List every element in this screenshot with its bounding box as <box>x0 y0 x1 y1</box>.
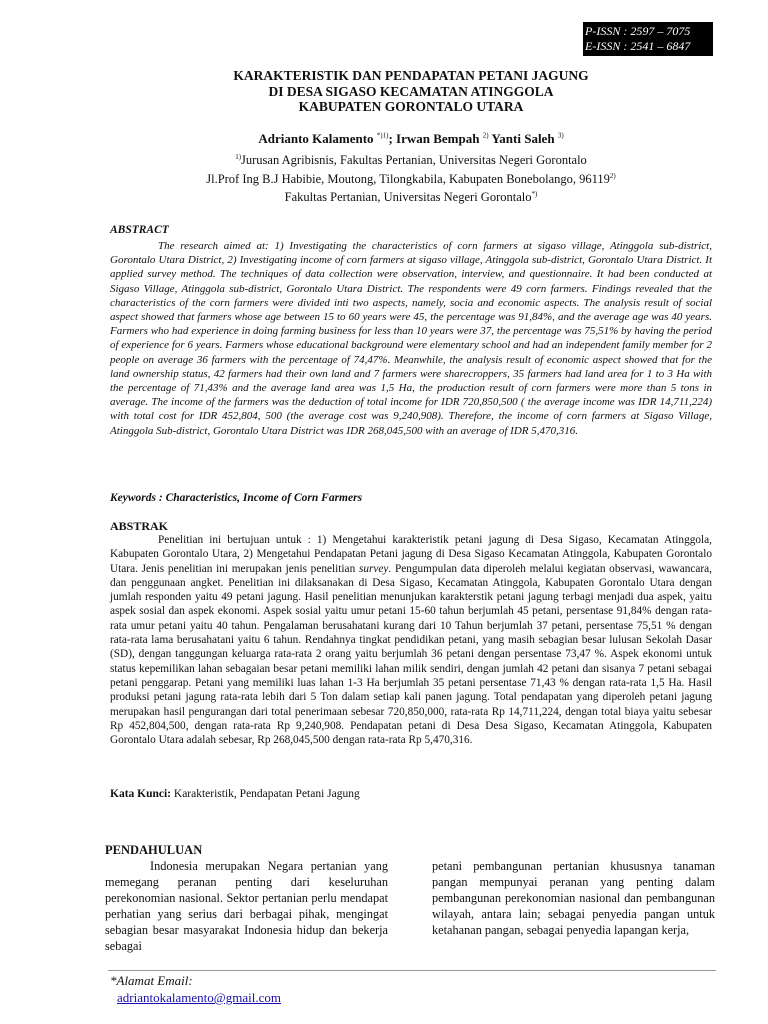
footnote-divider <box>108 970 716 971</box>
title-line-1: KARAKTERISTIK DAN PENDAPATAN PETANI JAGUNG <box>233 68 589 83</box>
author-email-link[interactable]: adriantokalamento@gmail.com <box>117 990 281 1005</box>
affiliation-line-1 <box>110 150 712 169</box>
affiliation-3-text: Fakultas Pertanian, Universitas Negeri Gorontalo <box>284 190 532 205</box>
abstract-heading: ABSTRACT <box>110 224 169 236</box>
abstract-english-text: The research aimed at: 1) Investigating the characteristics of corn farmers at sigaso village, Atinggola sub-district, Gorontalo Utara District, 2) Investigating income of corn farmers at sigaso village, Atinggola sub-district, Gorontalo Utara District. It applied survey method. The techniques of data collection were observation, interview, and questionnaire. It had been conducted at Sigaso Village, Atinggola sub-district, Gorontalo Utara District. The respondents were 49 corn farmers. Findings revealed that the characteristics of the corn farmers were divided inti two aspects, namely, socia and economic aspects. The analysis result of social aspect showed that farmers whose age between 15 to 60 years were 45, the percentage was 91,84%, and the average age was 40 years. Farmers who had experience in doing farming business for less than 10 years were 37, the percentage was 75,51% by having the period of experience for 6 years. Farmers whose educational background were elementary school and had an independent family member for 2 people on average 36 farmers with the percentage of 74,47%. Meanwhile, the analysis result of economic aspect showed that for the land ownership status, 42 farmers had their own land and 7 farmers were sharecroppers, 35 farmers had land area for 1 to 3 Ha with the percentage of 71,43% and the average land area was 1,5 Ha, the production result of corn farmers were more than 5 tons in average. The income of the farmers was the deduction of total income for IDR 720,850,500 ( the average income was IDR 14,711,224) with total cost for IDR 452,804, 500 (the average cost was 9,240,908). Therefore, the income of corn farmers at Sigaso Village, Atinggola Sub-district, Gorontalo Utara District was IDR 268,045,500 with an average of IDR 5,470,316. <box>110 240 712 437</box>
affiliation-2-text: Jl.Prof Ing B.J Habibie, Moutong, Tilongkabila, Kabupaten Bonebolango, 96119 <box>206 171 610 186</box>
author-3: Yanti Saleh <box>488 131 555 146</box>
affiliation-line-3 <box>110 187 712 206</box>
title-line-3: KABUPATEN GORONTALO UTARA <box>298 99 524 114</box>
keywords-english: Keywords : Characteristics, Income of Corn Farmers <box>110 492 363 504</box>
author-2-mark: 2) <box>482 131 489 140</box>
author-1-mark: *)1) <box>376 131 389 140</box>
author-2: ; Irwan Bempah <box>388 131 480 146</box>
issn-box <box>583 22 713 56</box>
affiliation-1-text: Jurusan Agribisnis, Fakultas Pertanian, Universitas Negeri Gorontalo <box>241 153 587 168</box>
title-line-2: DI DESA SIGASO KECAMATAN ATINGGOLA <box>268 83 554 99</box>
electronic-issn: E-ISSN : 2541 – 6847 <box>585 38 691 53</box>
author-1: Adrianto Kalamento <box>258 131 374 146</box>
keywords-value: Karakteristik, Pendapatan Petani Jagung <box>171 788 360 800</box>
keywords-label: Kata Kunci: <box>110 788 172 800</box>
author-3-mark: 3) <box>557 131 564 140</box>
abstrak-survey-word: survey <box>358 562 389 575</box>
introduction-heading: PENDAHULUAN <box>105 843 203 857</box>
abstrak-indonesian-text <box>110 533 712 747</box>
introduction-right-column: petani pembangunan pertanian khususnya tanaman pangan mempunyai peranan yang penting dalam pembangunan perekonomian nasional dan pembangunan wilayah, antara lain; sebagai penyedia pangan untuk ketahanan pangan, sebagai penyedia lapangan kerja, <box>432 859 715 937</box>
email-label: *Alamat Email: <box>110 973 193 988</box>
author-list <box>110 131 712 147</box>
affiliation-1-mark: 1) <box>235 153 242 161</box>
introduction-left-column: Indonesia merupakan Negara pertanian yang memegang peranan penting dari keseluruhan perekonomian nasional. Sektor pertanian perlu mendapat perhatian yang serius dari berbagai pihak, mengingat sebagian besar masyarakat Indonesia hidup dan bekerja sebagai <box>105 859 388 953</box>
keywords-indonesian <box>110 788 360 800</box>
affiliation-3-mark: *) <box>531 190 538 199</box>
abstrak-text-part-2: . Pengumpulan data diperoleh melalui kegiatan observasi, wawancara, dan penggunaan angket. Penelitian ini dilaksanakan di Desa Sigaso, Kecamatan Atinggola, Kabupaten Gorontalo Utara dengan jumlah responden yaitu 49 petani jagung. Hasil penelitian menunjukan karakterstik petani jagung terbagi menjadi dua aspek, yaitu aspek sosial dan aspek ekonomi. Aspek sosial yaitu umur petani 15-60 tahun berjumlah 45 petani, persentase 91,84% dengan rata-rata umur petani yaitu 40 tahun. Pengalaman berusahatani kurang dari 10 Tahun berjumlah 37 petani, persentase 75,51 % dengan rata-rata lama berusahatani yaitu 6 tahun. Rendahnya tingkat pendidikan petani, yang masih sebagian besar lulusan Sekolah Dasar (SD), dengan tanggungan keluarga rata-rata 2 orang yaitu berjumlah 36 petani dengan persentase 73,47 %. Aspek ekonomi untuk status kepemilikan lahan sebagaian besar petani memiliki lahan milik sendiri, dengan jumlah 42 petani dan sisanya 7 petani sebagai petani penggarap. Petani yang memiliki luas lahan 1-3 Ha berjumlah 35 petani persentase 71,43 % dengan rata-rata 1,5 Ha. Hasil produksi petani jagung rata-rata lebih dari 5 Ton dalam setiap kali panen jagung. Total pendapatan yang diperoleh petani jagung merupakan hasil pengurangan dari total penerimaan sebesar 720,850,000, rata-rata Rp 14,711,224, dengan total biaya yaitu sebesar Rp 452,804,500, dengan rata-rata Rp 9,240,908. Pendapatan petani di Desa Desa Sigaso, Kecamatan Atinggola, Kabupaten Gorontalo Utara adalah sebesar, Rp 268,045,500 dengan rata-rata Rp 5,470,316. <box>110 562 712 747</box>
affiliation-line-2 <box>110 169 712 188</box>
paper-title <box>110 68 712 115</box>
affiliation-2-mark: 2) <box>609 171 616 180</box>
abstrak-text-part-1: Penelitian ini bertujuan untuk : 1) Mengetahui karakteristik petani jagung di Desa Sigaso, Kecamatan Atinggola, Kabupaten Gorontalo Utara, 2) Mengetahui Pendapatan Petani jagung di Desa Sigaso Kecamatan Atinggola, Kabupaten Gorontalo Utara. Jenis penelitian ini merupakan jenis penelitian <box>110 534 712 575</box>
abstrak-heading: ABSTRAK <box>110 519 169 533</box>
print-issn: P-ISSN : 2597 – 7075 <box>585 24 691 38</box>
affiliations <box>110 150 712 206</box>
